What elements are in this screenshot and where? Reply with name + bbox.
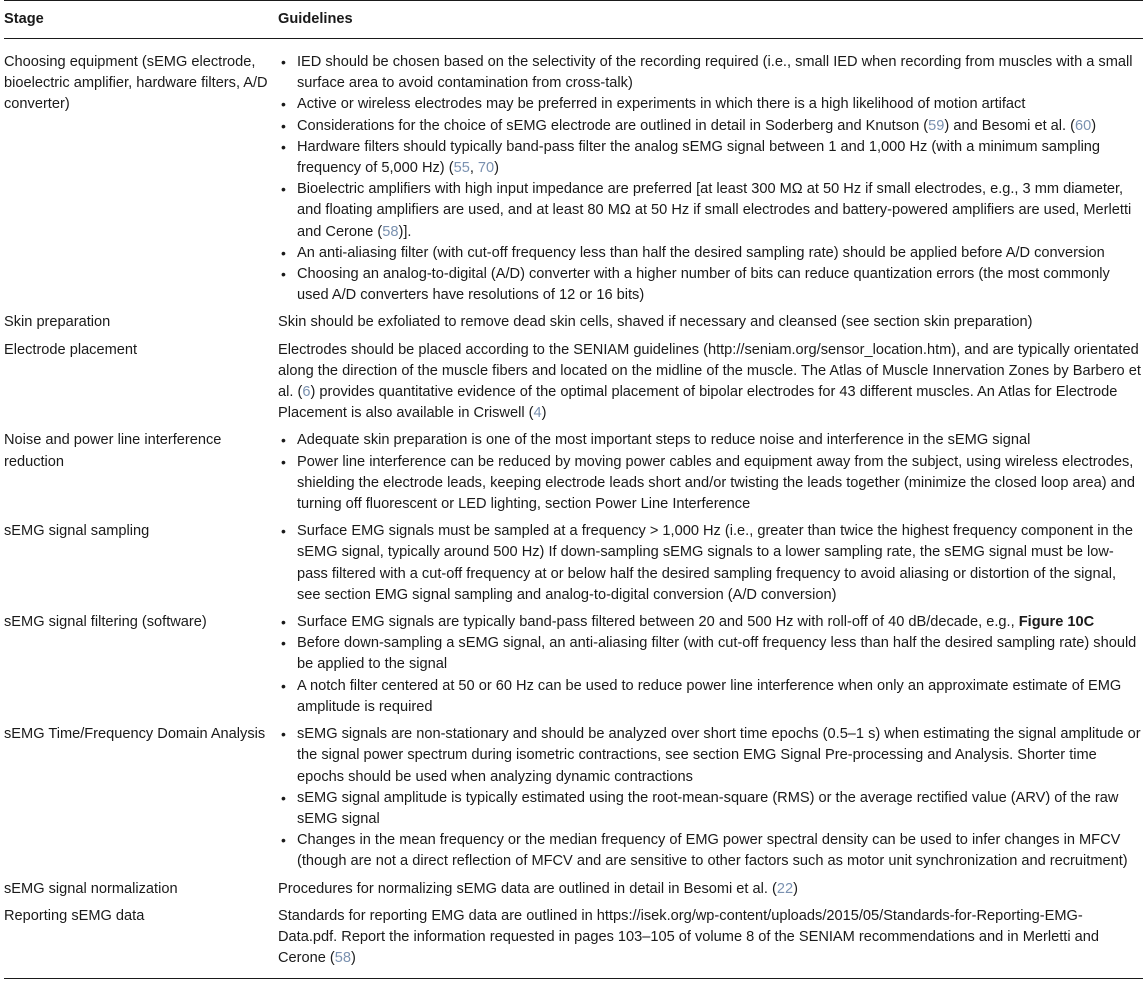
table-row — [4, 612, 1143, 718]
guidelines-cell — [278, 430, 1143, 515]
list-item: • sEMG signal amplitude is typically estimated using the root-mean-square (RMS) or the average rectified value (ARV) of the raw sEMG signal — [278, 788, 1141, 830]
table-row — [4, 521, 1143, 606]
list-item: • A notch filter centered at 50 or 60 Hz can be used to reduce power line interference when only an approximate estimate of EMG amplitude is required — [278, 676, 1141, 718]
guidelines-cell — [278, 724, 1143, 872]
table-row — [4, 906, 1143, 970]
guidelines-cell — [278, 612, 1143, 718]
list-item: • Hardware filters should typically band-pass filter the analog sEMG signal between 1 and 1,000 Hz (with a minimum sampling frequency of 5,000 Hz) (55, 70) — [278, 137, 1141, 179]
header-guidelines: Guidelines — [278, 10, 353, 27]
stage-cell: Reporting sEMG data — [4, 907, 145, 924]
table-row — [4, 312, 1143, 333]
bullet-list — [278, 52, 1141, 306]
list-item: • Before down-sampling a sEMG signal, an anti-aliasing filter (with cut-off frequency less than half the desired sampling rate) should be applied to the signal — [278, 633, 1141, 675]
bullet-list — [278, 724, 1141, 872]
stage-cell: Skin preparation — [4, 314, 111, 331]
header-stage: Stage — [4, 10, 44, 27]
list-item: • Active or wireless electrodes may be preferred in experiments in which there is a high likelihood of motion artifact — [278, 94, 1141, 115]
stage-cell: Noise and power line interference reduction — [4, 432, 222, 470]
list-item: • Power line interference can be reduced by moving power cables and equipment away from the subject, using wireless electrodes, shielding the electrode leads, keeping electrode leads short and/or twisting the leads together (minimize the closed loop area) and turning off fluorescent or LED lighting, section Power Line Interference — [278, 452, 1141, 516]
guidelines-cell: Electrodes should be placed according to the SENIAM guidelines (http://seniam.org/sensor_location.htm), and are typically orientated along the direction of the muscle fibers and located on the midline of the muscle. The Atlas of Muscle Innervation Zones by Barbero et al. (6) provides quantitative evidence of the optimal placement of bipolar electrodes for 43 different muscles. An Atlas for Electrode Placement is also available in Criswell (4) — [278, 341, 1141, 422]
bullet-list — [278, 430, 1141, 515]
list-item: • IED should be chosen based on the selectivity of the recording required (i.e., small IED when recording from muscles with a small surface area to avoid contamination from cross-talk) — [278, 52, 1141, 94]
guidelines-cell: Skin should be exfoliated to remove dead skin cells, shaved if necessary and cleansed (see section skin preparation) — [278, 314, 1033, 331]
bottom-rule — [4, 978, 1143, 979]
table-row — [4, 340, 1143, 425]
list-item: • Bioelectric amplifiers with high input impedance are preferred [at least 300 MΩ at 50 Hz if small electrodes, e.g., 3 mm diameter, and floating amplifiers are used, and at least 80 MΩ at 50 Hz if small electrodes and battery-powered amplifiers are used, Merletti and Cerone (58)]. — [278, 179, 1141, 243]
stage-cell: Electrode placement — [4, 341, 138, 358]
guidelines-cell: Standards for reporting EMG data are outlined in https://isek.org/wp-content/uploads/2015/05/Standards-for-Reporting-EMG-Data.pdf. Report the information requested in pages 103–105 of volume 8 of the SENIAM recommendations and in Merletti and Cerone (58) — [278, 907, 1099, 967]
guidelines-cell — [278, 52, 1143, 306]
table-header — [4, 1, 1143, 38]
stage-cell: sEMG signal sampling — [4, 523, 150, 540]
bullet-list — [278, 612, 1141, 718]
list-item: • Surface EMG signals must be sampled at a frequency > 1,000 Hz (i.e., greater than twice the highest frequency component in the sEMG signal, typically around 500 Hz) If down-sampling sEMG signals to a lower sampling rate, the sEMG signal must be low-pass filtered with a cut-off frequency at or below half the desired sampling frequency to avoid aliasing or distortion of the signal, see section EMG signal sampling and analog-to-digital conversion (A/D conversion) — [278, 521, 1141, 606]
stage-cell: sEMG signal normalization — [4, 880, 178, 897]
table-body — [4, 39, 1143, 978]
table-row — [4, 52, 1143, 306]
stage-cell: Choosing equipment (sEMG electrode, bioelectric amplifier, hardware filters, A/D converter) — [4, 54, 268, 113]
list-item: • Considerations for the choice of sEMG electrode are outlined in detail in Soderberg and Knutson (59) and Besomi et al. (60) — [278, 116, 1141, 137]
guidelines-cell — [278, 521, 1143, 606]
table-row — [4, 724, 1143, 872]
stage-cell: sEMG Time/Frequency Domain Analysis — [4, 726, 266, 743]
table-row — [4, 879, 1143, 900]
bullet-list — [278, 521, 1141, 606]
stage-cell: sEMG signal filtering (software) — [4, 614, 207, 631]
list-item: • Changes in the mean frequency or the median frequency of EMG power spectral density can be used to infer changes in MFCV (though are not a direct reflection of MFCV and are sensitive to other factors such as motor unit synchronization and recruitment) — [278, 830, 1141, 872]
list-item: • sEMG signals are non-stationary and should be analyzed over short time epochs (0.5–1 s) when estimating the signal amplitude or the signal power spectrum during isometric contractions, see section EMG Signal Pre-processing and Analysis. Shorter time epochs should be used when analyzing dynamic contractions — [278, 724, 1141, 788]
list-item: • Choosing an analog-to-digital (A/D) converter with a higher number of bits can reduce quantization errors (the most commonly used A/D converters have resolutions of 12 or 16 bits) — [278, 264, 1141, 306]
table-row — [4, 430, 1143, 515]
guidelines-cell: Procedures for normalizing sEMG data are outlined in detail in Besomi et al. (22) — [278, 880, 798, 897]
list-item: • Surface EMG signals are typically band-pass filtered between 20 and 500 Hz with roll-off of 40 dB/decade, e.g., Figure 10C — [278, 612, 1141, 633]
list-item: • An anti-aliasing filter (with cut-off frequency less than half the desired sampling rate) should be applied before A/D conversion — [278, 243, 1141, 264]
list-item: • Adequate skin preparation is one of the most important steps to reduce noise and interference in the sEMG signal — [278, 430, 1141, 451]
